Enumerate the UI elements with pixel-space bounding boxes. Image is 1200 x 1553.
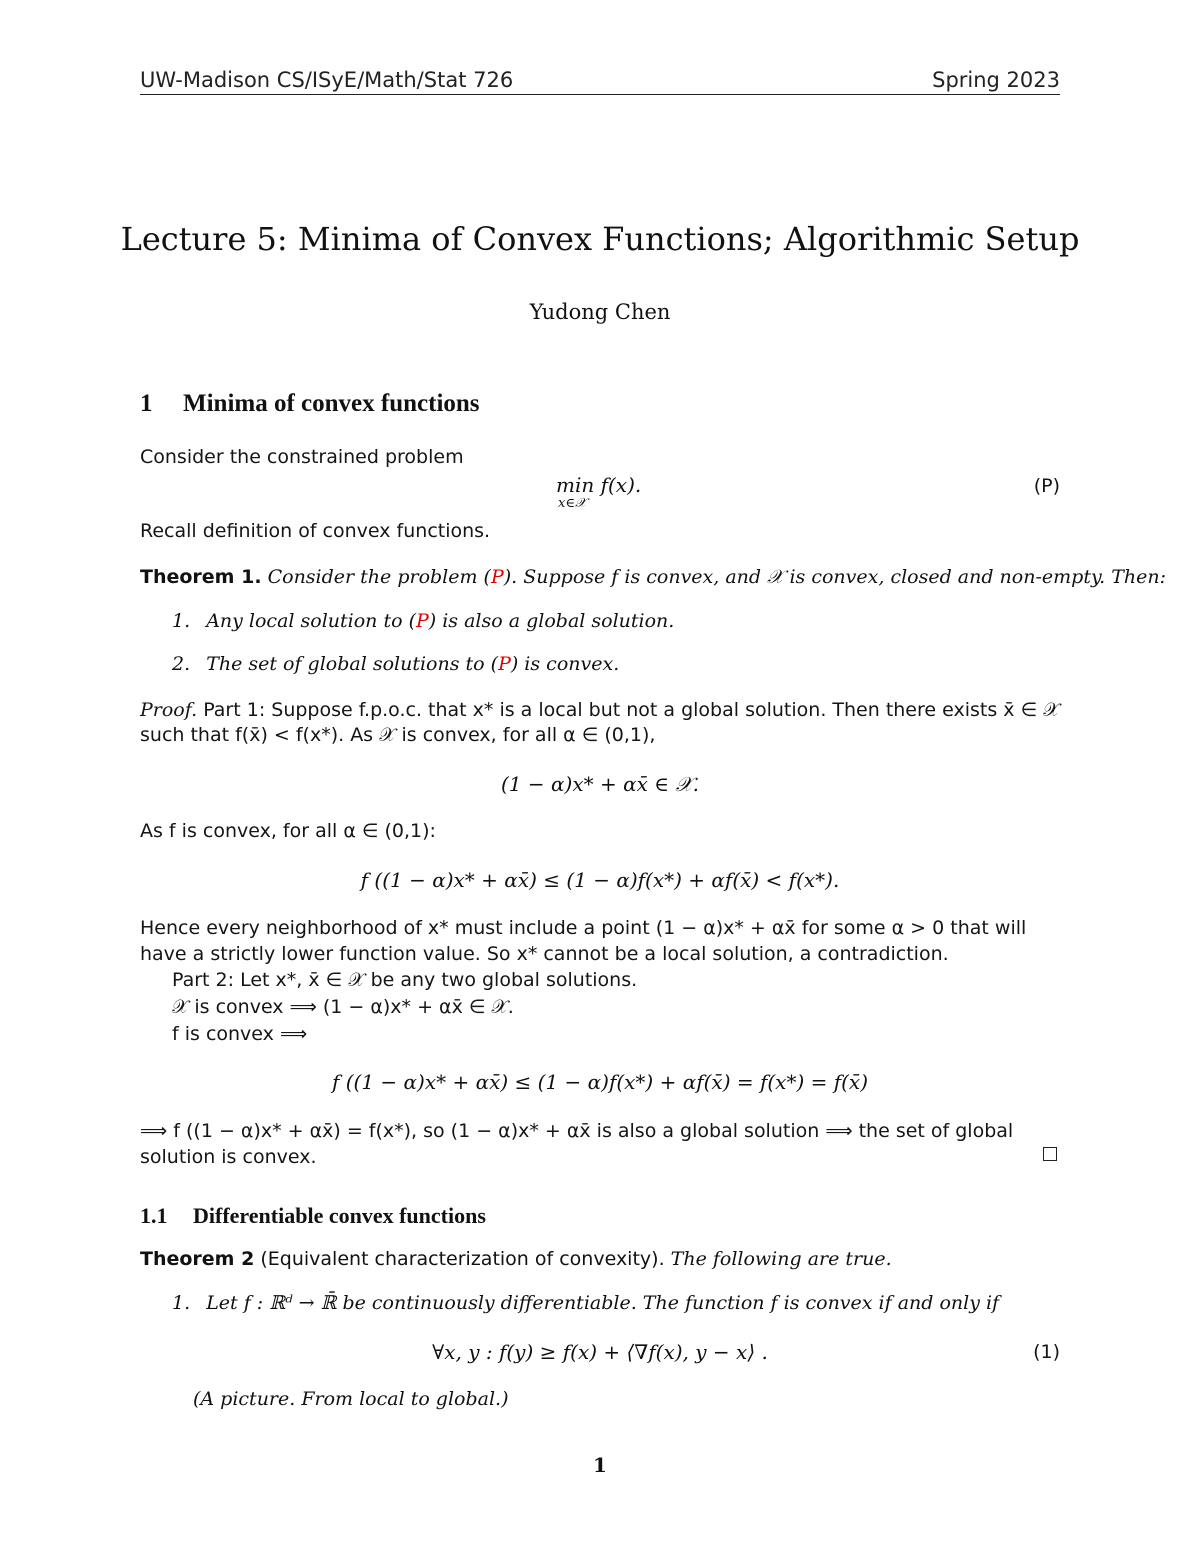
page-number: 1 [593, 1453, 607, 1477]
proof-equation-1: (1 − α)x* + αx̄ ∈ 𝒳. [501, 772, 699, 796]
theorem-1-item-2 [172, 653, 619, 675]
subsection-number: 1.1 [140, 1203, 168, 1228]
section-1-title: Minima of convex functions [183, 390, 480, 417]
theorem-2-equation: ∀x, y : f(y) ≥ f(x) + ⟨∇f(x), y − x⟩ . [432, 1340, 768, 1364]
proof-line-3: As f is convex, for all α ∈ (0,1): [140, 820, 436, 842]
item-ref[interactable]: P [415, 610, 429, 632]
proof-equation-2: f ((1 − α)x* + αx̄) ≤ (1 − α)f(x*) + αf(x̄) < f(x*). [360, 868, 840, 892]
qed-symbol [1043, 1147, 1057, 1161]
problem-equation-subscript: x∈𝒳 [558, 496, 587, 511]
problem-tag: (P) [1033, 475, 1060, 497]
proof-line-7: 𝒳 is convex ⟹ (1 − α)x* + αx̄ ∈ 𝒳. [172, 996, 514, 1018]
header-rule [140, 94, 1060, 95]
proof-text: Part 1: Suppose f.p.o.c. that x* is a local but not a global solution. Then there exists x̄ ∈ 𝒳 [203, 699, 1060, 721]
proof-line-8: f is convex ⟹ [172, 1023, 308, 1045]
item-number: 1. [172, 1292, 191, 1314]
item-number: 2. [172, 653, 191, 675]
page-title: Lecture 5: Minima of Convex Functions; Algorithmic Setup [120, 220, 1080, 258]
theorem-2-equation-tag: (1) [1033, 1341, 1060, 1363]
theorem-1-label: Theorem 1. [140, 566, 262, 588]
section-1-intro: Consider the constrained problem [140, 446, 464, 468]
item-text-b: ) is convex. [510, 653, 620, 675]
item-ref[interactable]: P [498, 653, 511, 675]
theorem-1-ref[interactable]: P [490, 566, 504, 588]
theorem-1-statement-b: ). Suppose f is convex, and 𝒳 is convex, closed and non-empty. Then: [503, 566, 1167, 588]
proof-line-1 [140, 699, 1060, 721]
recall-text: Recall definition of convex functions. [140, 520, 491, 542]
problem-equation: min f(x). [556, 473, 642, 497]
theorem-2-note: (A picture. From local to global.) [193, 1388, 509, 1410]
proof-line-2: such that f(x̄) < f(x*). As 𝒳 is convex, for all α ∈ (0,1), [140, 724, 656, 746]
item-text-a: The set of global solutions to ( [206, 653, 499, 675]
theorem-1-statement-a: Consider the problem ( [267, 566, 491, 588]
proof-line-6: Part 2: Let x*, x̄ ∈ 𝒳 be any two global solutions. [172, 969, 638, 991]
subsection-title: Differentiable convex functions [193, 1203, 486, 1228]
header-course: UW-Madison CS/ISyE/Math/Stat 726 [140, 68, 514, 92]
theorem-2-item-1 [172, 1292, 999, 1314]
header-term: Spring 2023 [932, 68, 1060, 92]
proof-line-5: have a strictly lower function value. So x* cannot be a local solution, a contradiction. [140, 943, 949, 965]
section-1-number: 1 [140, 390, 153, 417]
item-text-b: ) is also a global solution. [428, 610, 675, 632]
theorem-1-item-1 [172, 610, 674, 632]
proof-line-10: solution is convex. [140, 1146, 317, 1168]
author: Yudong Chen [529, 300, 671, 324]
proof-label: Proof. [140, 699, 198, 721]
proof-line-4: Hence every neighborhood of x* must include a point (1 − α)x* + αx̄ for some α > 0 that will [140, 917, 1027, 939]
proof-equation-3: f ((1 − α)x* + αx̄) ≤ (1 − α)f(x*) + αf(x̄) = f(x*) = f(x̄) [331, 1070, 869, 1094]
theorem-2-label: Theorem 2 [140, 1248, 255, 1270]
theorem-2-statement: The following are true. [670, 1248, 892, 1270]
item-number: 1. [172, 610, 191, 632]
item-text-a: Any local solution to ( [206, 610, 416, 632]
theorem-2-paren: (Equivalent characterization of convexity). [260, 1248, 665, 1270]
item-text: Let f : ℝᵈ → ℝ̄ be continuously differentiable. The function f is convex if and only if [206, 1292, 1000, 1314]
proof-line-9: ⟹ f ((1 − α)x* + αx̄) = f(x*), so (1 − α)x* + αx̄ is also a global solution ⟹ the set of global [140, 1120, 1014, 1142]
theorem-2 [140, 1248, 892, 1270]
theorem-1 [140, 566, 1166, 588]
